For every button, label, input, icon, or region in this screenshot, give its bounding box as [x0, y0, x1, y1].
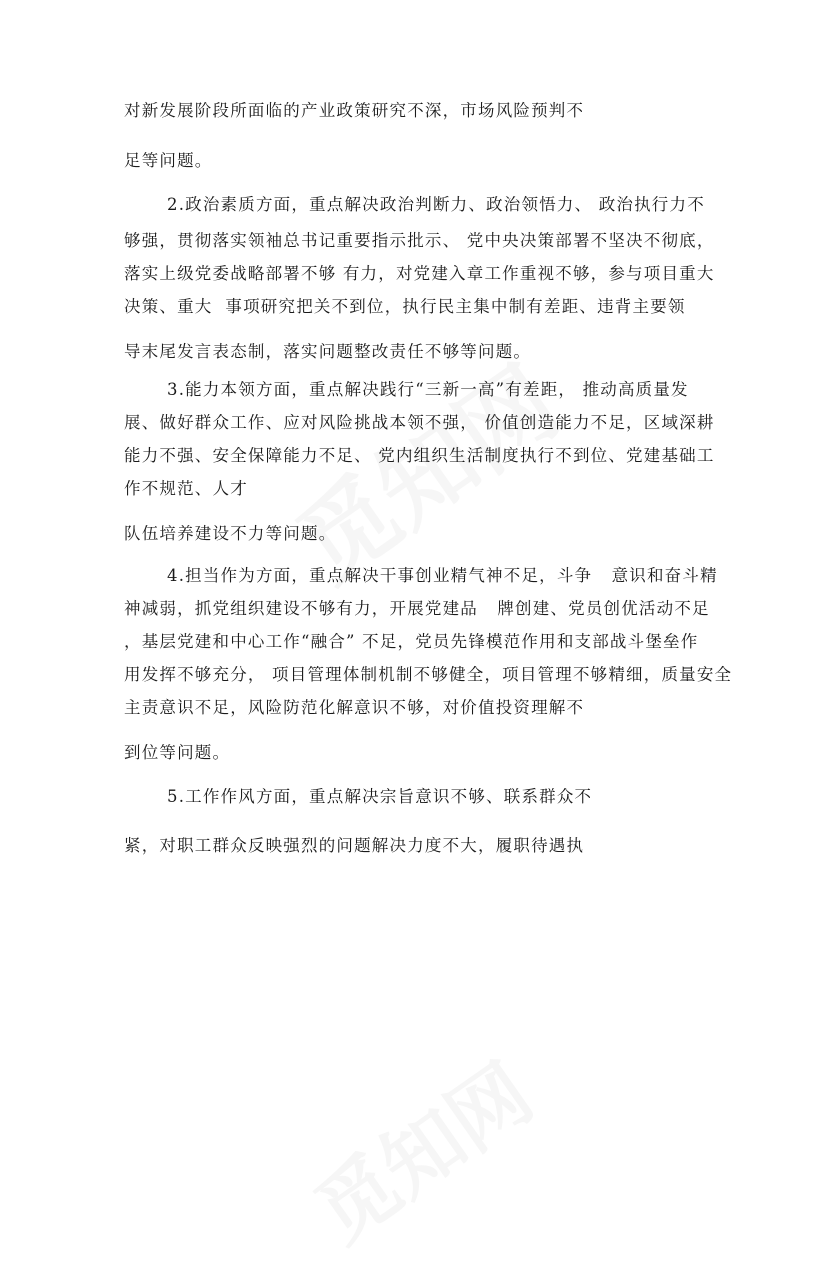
text-line: 能力不强、安全保障能力不足、 党内组织生活制度执行不到位、党建基础工: [124, 446, 715, 465]
text-line: 紧，对职工群众反映强烈的问题解决力度不大，履职待遇执: [124, 836, 585, 855]
text-line: 主责意识不足，风险防范化解意识不够，对价值投资理解不: [124, 698, 585, 717]
text-line: 展、做好群众工作、应对风险挑战本领不强， 价值创造能力不足，区域深耕: [124, 413, 715, 432]
text-line: 对新发展阶段所面临的产业政策研究不深，市场风险预判不: [124, 101, 585, 120]
text-line: 用发挥不够充分， 项目管理体制机制不够健全，项目管理不够精细，质量安全: [124, 665, 733, 684]
watermark-text-bottom: [289, 1032, 552, 1263]
paragraph-2-start: 2.政治素质方面，重点解决政治判断力、政治领悟力、 政治执行力不: [167, 195, 705, 214]
text-line: 决策、重大 事项研究把关不到位，执行民主集中制有差距、违背主要领: [124, 297, 686, 316]
text-line: 到位等问题。: [124, 743, 231, 762]
paragraph-4-start: 4.担当作为方面，重点解决干事创业精气神不足，斗争 意识和奋斗精: [167, 566, 718, 585]
text-line: 足等问题。: [124, 151, 213, 170]
text-line: 导末尾发言表态制，落实问题整改责任不够等问题。: [124, 342, 532, 361]
text-line: 够强，贯彻落实领袖总书记重要指示批示、 党中央决策部署不坚决不彻底，: [124, 231, 715, 250]
text-line: 落实上级党委战略部署不够 有力，对党建入章工作重视不够，参与项目重大: [124, 264, 715, 283]
text-line: ，基层党建和中心工作“融合” 不足，党员先锋模范作用和支部战斗堡垒作: [124, 632, 699, 651]
paragraph-3-start: 3.能力本领方面，重点解决践行“三新一高”有差距， 推动高质量发: [167, 380, 689, 399]
text-line: 神减弱，抓党组织建设不够有力，开展党建品 牌创建、党员创优活动不足: [124, 599, 710, 618]
text-line: 作不规范、人才: [124, 479, 248, 498]
text-line: 队伍培养建设不力等问题。: [124, 524, 337, 543]
paragraph-5-start: 5.工作作风方面，重点解决宗旨意识不够、联系群众不: [167, 787, 593, 806]
